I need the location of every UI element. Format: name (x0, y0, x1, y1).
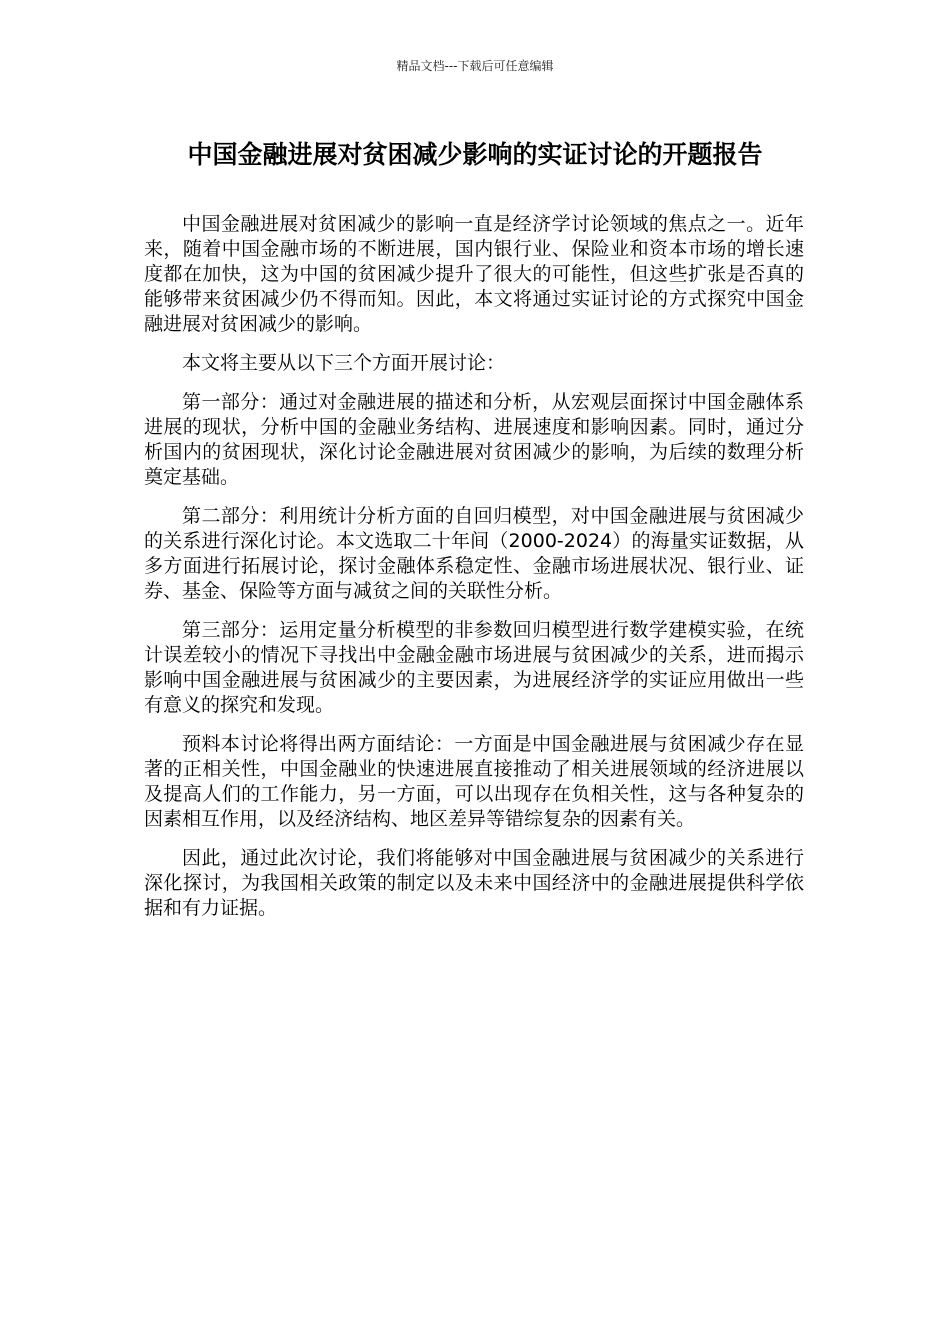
header-note: 精品文档---下载后可任意编辑 (396, 59, 554, 73)
paragraph-outline: 本文将主要从以下三个方面开展讨论： (182, 352, 506, 374)
document-body (144, 212, 804, 935)
paragraph-part-two: 第二部分：利用统计分析方面的自回归模型，对中国金融进展与贫困减少的关系进行深化讨论。本文选取二十年间（2000-2024）的海量实证数据，从多方面进行拓展讨论，探讨金融体系稳定性、金融市场进展状况、银行业、证券、基金、保险等方面与减贫之间的关联性分析。 (144, 505, 804, 602)
paragraph-part-three: 第三部分：运用定量分析模型的非参数回归模型进行数学建模实验，在统计误差较小的情况下寻找出中金融金融市场进展与贫困减少的关系，进而揭示影响中国金融进展与贫困减少的主要因素，为进展经济学的实证应用做出一些有意义的探究和发现。 (144, 619, 804, 716)
paragraph-expected-conclusions: 预料本讨论将得出两方面结论：一方面是中国金融进展与贫困减少存在显著的正相关性，中国金融业的快速进展直接推动了相关进展领域的经济进展以及提高人们的工作能力，另一方面，可以出现存在负相关性，这与各种复杂的因素相互作用，以及经济结构、地区差异等错综复杂的因素有关。 (144, 733, 804, 830)
paragraph-closing: 因此，通过此次讨论，我们将能够对中国金融进展与贫困减少的关系进行深化探讨，为我国相关政策的制定以及未来中国经济中的金融进展提供科学依据和有力证据。 (144, 847, 804, 919)
paragraph-part-one: 第一部分：通过对金融进展的描述和分析，从宏观层面探讨中国金融体系进展的现状，分析中国的金融业务结构、进展速度和影响因素。同时，通过分析国内的贫困现状，深化讨论金融进展对贫困减少的影响，为后续的数理分析奠定基础。 (144, 391, 804, 488)
paragraph-intro: 中国金融进展对贫困减少的影响一直是经济学讨论领域的焦点之一。近年来，随着中国金融市场的不断进展，国内银行业、保险业和资本市场的增长速度都在加快，这为中国的贫困减少提升了很大的可能性，但这些扩张是否真的能够带来贫困减少仍不得而知。因此，本文将通过实证讨论的方式探究中国金融进展对贫困减少的影响。 (144, 213, 804, 335)
document-title: 中国金融进展对贫困减少影响的实证讨论的开题报告 (187, 140, 763, 169)
